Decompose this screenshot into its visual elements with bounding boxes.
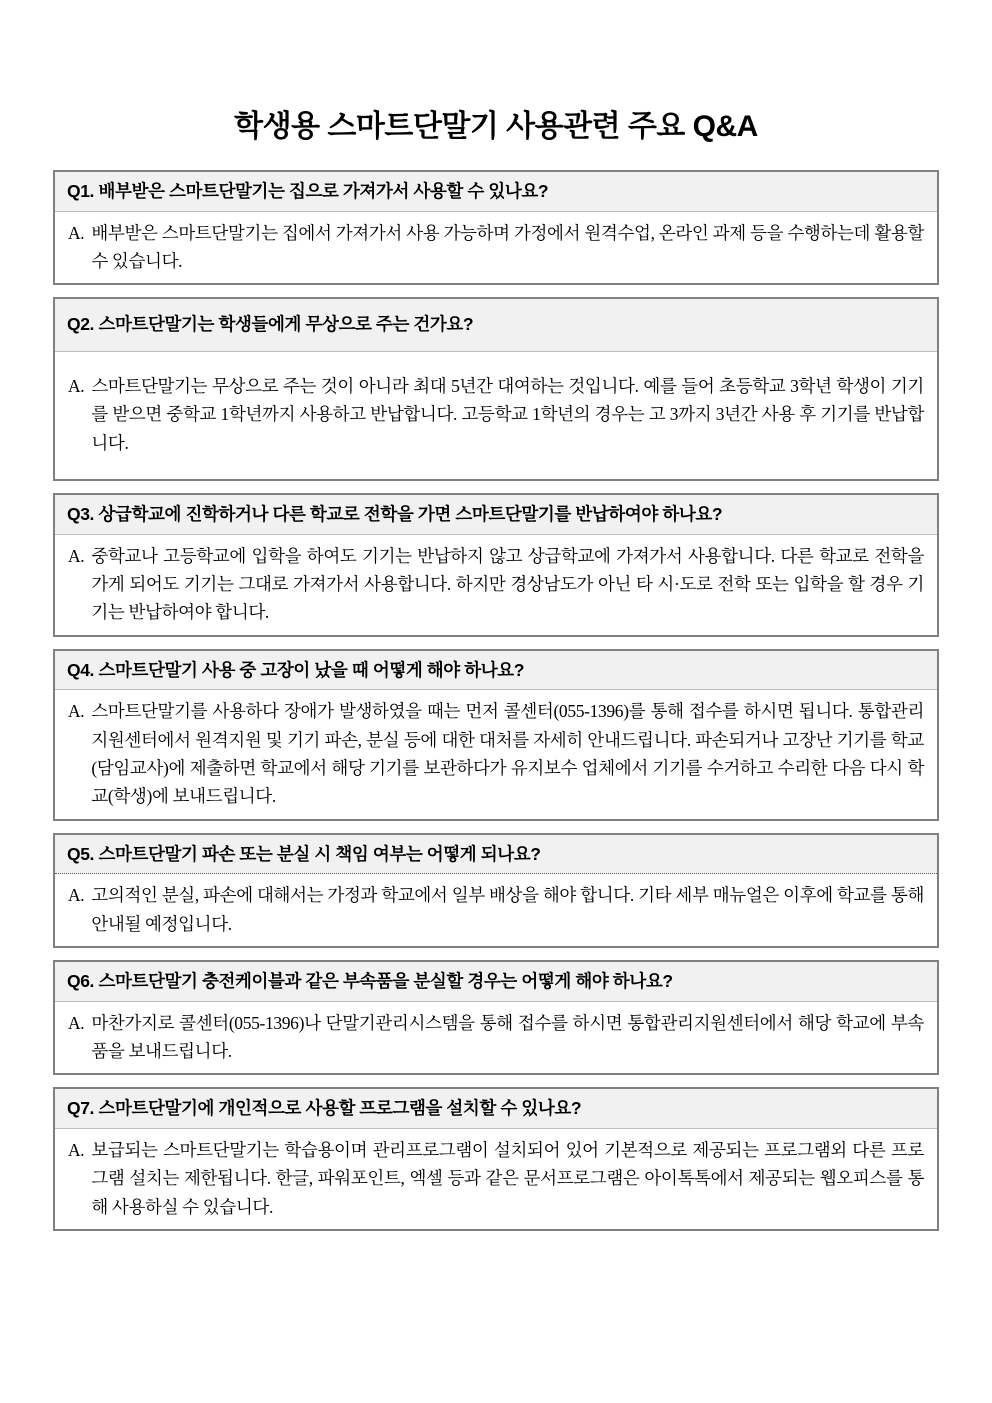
answer-text: 배부받은 스마트단말기는 집에서 가져가서 사용 가능하며 가정에서 원격수업, 온라인 과제 등을 수행하는데 활용할 수 있습니다. [91, 222, 924, 271]
qa-block [53, 493, 939, 637]
qa-block [53, 170, 939, 285]
qa-question: Q4. 스마트단말기 사용 중 고장이 났을 때 어떻게 해야 하나요? [55, 651, 937, 691]
answer-marker: A. [68, 222, 85, 243]
qa-block [53, 649, 939, 821]
qa-question: Q1. 배부받은 스마트단말기는 집으로 가져가서 사용할 수 있나요? [55, 172, 937, 212]
qa-answer [55, 1129, 937, 1229]
answer-text: 보급되는 스마트단말기는 학습용이며 관리프로그램이 설치되어 있어 기본적으로 제공되는 프로그램외 다른 프로그램 설치는 제한됩니다. 한글, 파워포인트, 엑셀 등과 같은 문서프로그램은 아이톡톡에서 제공되는 웹오피스를 통해 사용하실 수 있습니다. [91, 1139, 924, 1217]
answer-marker: A. [68, 375, 85, 396]
answer-row [68, 542, 924, 627]
qa-block [53, 297, 939, 481]
answer-row [68, 372, 924, 457]
answer-text: 스마트단말기는 무상으로 주는 것이 아니라 최대 5년간 대여하는 것입니다. 예를 들어 초등학교 3학년 학생이 기기를 받으면 중학교 1학년까지 사용하고 반납합니다. 고등학교 1학년의 경우는 고 3까지 3년간 사용 후 기기를 반납합니다. [91, 375, 924, 453]
qa-list [53, 170, 939, 1243]
qa-answer [55, 535, 937, 635]
answer-marker: A. [68, 701, 85, 722]
answer-row [68, 219, 924, 276]
answer-marker: A. [68, 1012, 85, 1033]
page-title: 학생용 스마트단말기 사용관련 주요 Q&A [234, 110, 758, 143]
answer-text: 마찬가지로 콜센터(055-1396)나 단말기관리시스템을 통해 접수를 하시면 통합관리지원센터에서 해당 학교에 부속품을 보내드립니다. [91, 1012, 924, 1061]
qa-question: Q3. 상급학교에 진학하거나 다른 학교로 전학을 가면 스마트단말기를 반납하여야 하나요? [55, 495, 937, 535]
qa-question: Q6. 스마트단말기 충전케이블과 같은 부속품을 분실할 경우는 어떻게 해야 하나요? [55, 962, 937, 1002]
qa-answer [55, 212, 937, 284]
answer-text: 스마트단말기를 사용하다 장애가 발생하였을 때는 먼저 콜센터(055-1396)를 통해 접수를 하시면 됩니다. 통합관리지원센터에서 원격지원 및 기기 파손, 분실 등에 대한 대처를 자세히 안내드립니다. 파손되거나 고장난 기기를 학교(담임교사)에 제출하면 학교에서 해당 기기를 보관하다가 유지보수 업체에서 기기를 수거하고 수리한 다음 다시 학교(학생)에 보내드립니다. [91, 701, 924, 807]
answer-row [68, 1009, 924, 1066]
answer-marker: A. [68, 885, 85, 906]
qa-answer [55, 690, 937, 818]
answer-text: 고의적인 분실, 파손에 대해서는 가정과 학교에서 일부 배상을 해야 합니다. 기타 세부 매뉴얼은 이후에 학교를 통해 안내될 예정입니다. [91, 885, 924, 934]
qa-answer [55, 1002, 937, 1074]
answer-row [68, 697, 924, 810]
qa-question: Q7. 스마트단말기에 개인적으로 사용할 프로그램을 설치할 수 있나요? [55, 1089, 937, 1129]
answer-row [68, 881, 924, 938]
qa-block [53, 960, 939, 1075]
qa-question: Q5. 스마트단말기 파손 또는 분실 시 책임 여부는 어떻게 되나요? [55, 835, 937, 875]
qa-question: Q2. 스마트단말기는 학생들에게 무상으로 주는 건가요? [55, 299, 937, 352]
answer-marker: A. [68, 545, 85, 566]
qa-block [53, 1087, 939, 1231]
qa-answer [55, 352, 937, 479]
answer-text: 중학교나 고등학교에 입학을 하여도 기기는 반납하지 않고 상급학교에 가져가서 사용합니다. 다른 학교로 전학을 가게 되어도 기기는 그대로 가져가서 사용합니다. 하지만 경상남도가 아닌 타 시·도로 전학 또는 입학을 할 경우 기기는 반납하여야 합니다. [91, 545, 924, 623]
answer-row [68, 1136, 924, 1221]
answer-marker: A. [68, 1139, 85, 1160]
qa-answer [55, 874, 937, 946]
qa-block [53, 833, 939, 948]
